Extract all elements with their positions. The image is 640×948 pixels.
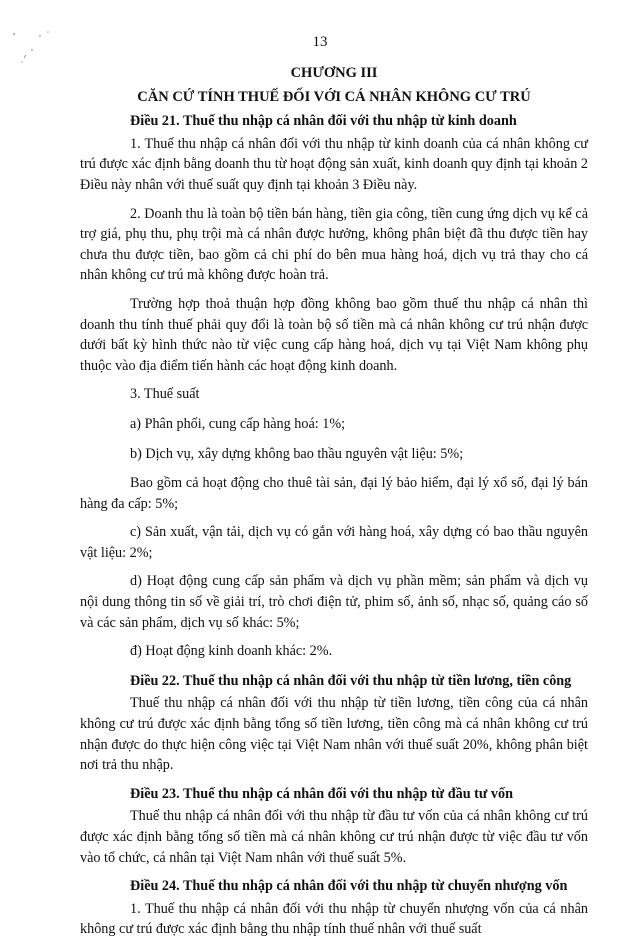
list-item: c) Sản xuất, vận tải, dịch vụ có gắn với hàng hoá, xây dựng có bao thầu nguyên vật liệu: 2%; — [80, 524, 588, 561]
paragraph: 1. Thuế thu nhập cá nhân đối với thu nhập từ kinh doanh của cá nhân không cư trú được xác định bằng doanh thu từ hoạt động sản xuất, kinh doanh quy định tại khoản 2 Điều này nhân với thuế suất quy định tại khoản 3 Điều này. — [80, 135, 588, 193]
paragraph: 3. Thuế suất — [130, 386, 200, 403]
list-item: a) Phân phối, cung cấp hàng hoá: 1%; — [130, 415, 346, 432]
paragraph: 1. Thuế thu nhập cá nhân đối với thu nhập từ chuyển nhượng vốn của cá nhân không cư trú được xác định bằng thu nhập tính thuế nhân với thuế suất — [80, 900, 588, 938]
paragraph: Trường hợp thoả thuận hợp đồng không bao gồm thuế thu nhập cá nhân thì doanh thu tính thuế phải quy đổi là toàn bộ số tiền mà cá nhân không cư trú nhận được dưới bất kỳ hình thức nào từ việc cung cấp hàng hoá, dịch vụ tại Việt Nam không phụ thuộc vào địa điểm tiến hành các hoạt động kinh doanh. — [80, 295, 588, 374]
article-heading: Điều 24. Thuế thu nhập cá nhân đối với thu nhập từ chuyển nhượng vốn — [130, 878, 568, 895]
page-number: 13 — [312, 34, 328, 50]
chapter-title: CĂN CỨ TÍNH THUẾ ĐỐI VỚI CÁ NHÂN KHÔNG CƯ TRÚ — [137, 88, 531, 105]
list-item: d) Hoạt động cung cấp sản phẩm và dịch vụ phần mềm; sản phẩm và dịch vụ nội dung thông tin số về giải trí, trò chơi điện tử, phim số, ảnh số, nhạc số, quảng cáo số và các sản phẩm, dịch vụ số khác: 5%; — [80, 573, 588, 631]
article-heading: Điều 22. Thuế thu nhập cá nhân đối với thu nhập từ tiền lương, tiền công — [130, 672, 572, 689]
paragraph: Thuế thu nhập cá nhân đối với thu nhập từ tiền lương, tiền công của cá nhân không cư trú được xác định bằng tổng số tiền lương, tiền công mà cá nhân không cư trú nhận được do thực hiện công việc tại Việt Nam nhân với thuế suất 20%, không phân biệt nơi trả thu nhập. — [80, 695, 588, 774]
article-24 — [80, 876, 588, 940]
article-heading: Điều 21. Thuế thu nhập cá nhân đối với thu nhập từ kinh doanh — [130, 113, 517, 130]
paragraph: Bao gồm cả hoạt động cho thuê tài sản, đại lý bảo hiểm, đại lý xổ số, đại lý bán hàng đa cấp: 5%; — [80, 475, 588, 512]
article-22 — [80, 671, 588, 776]
article-heading: Điều 23. Thuế thu nhập cá nhân đối với thu nhập từ đầu tư vốn — [130, 785, 513, 802]
paragraph: 2. Doanh thu là toàn bộ tiền bán hàng, tiền gia công, tiền cung ứng dịch vụ kể cả trợ giá, phụ thu, phụ trội mà cá nhân được hưởng, không phân biệt đã thu được tiền hay chưa thu được tiền, bao gồm cả chi phí do bên mua hàng hoá, dịch vụ trả thay cho cá nhân không cư trú mà không được hoàn trả. — [80, 205, 588, 284]
paragraph: Thuế thu nhập cá nhân đối với thu nhập từ đầu tư vốn của cá nhân không cư trú được xác định bằng tổng số tiền mà cá nhân không cư trú nhận được từ việc đầu tư vốn vào tổ chức, cá nhân tại Việt Nam nhân với thuế suất 5%. — [80, 808, 588, 866]
list-item: đ) Hoạt động kinh doanh khác: 2%. — [130, 643, 333, 660]
article-21 — [80, 111, 588, 662]
article-23 — [80, 784, 588, 868]
chapter-label: CHƯƠNG III — [290, 65, 378, 81]
list-item: b) Dịch vụ, xây dựng không bao thầu nguyên vật liệu: 5%; — [130, 445, 464, 462]
document-body — [80, 63, 588, 948]
